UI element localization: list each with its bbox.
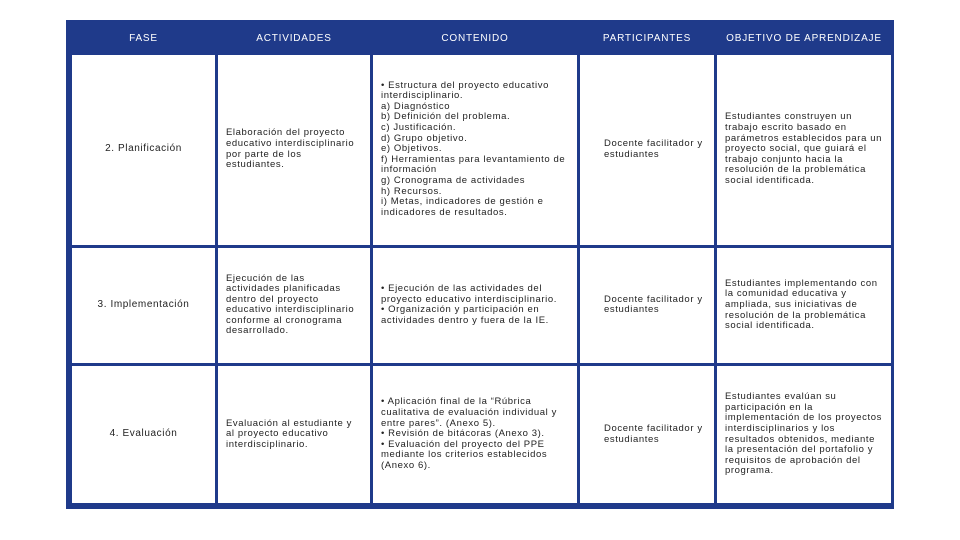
table-row (72, 366, 891, 503)
content-line: e) Objetivos. (381, 143, 443, 155)
activities-cell: Elaboración del proyecto educativo interdisciplinario por parte de los estudiantes. (218, 55, 370, 245)
participants-cell: Docente facilitador y estudiantes (580, 55, 714, 245)
content-line: a) Diagnóstico (381, 100, 451, 112)
table-row (72, 55, 891, 245)
content-line: • Revisión de bitácoras (Anexo 3). (381, 428, 545, 440)
content-line: g) Cronograma de actividades (381, 175, 526, 187)
header-phase: FASE (72, 26, 215, 52)
objective-cell: Estudiantes implementando con la comunidad educativa y ampliada, sus iniciativas de resolución de la problemática social identificada. (717, 248, 891, 363)
content-line: • Evaluación del proyecto del PPE mediante los criterios establecidos (Anexo 6). (381, 438, 548, 471)
phase-cell: 3. Implementación (72, 248, 215, 363)
header-participants: PARTICIPANTES (580, 26, 714, 52)
content-line: • Ejecución de las actividades del proyecto educativo interdisciplinario. (381, 283, 557, 305)
participants-cell: Docente facilitador y estudiantes (580, 248, 714, 363)
header-activities: ACTIVIDADES (218, 26, 370, 52)
learning-phases-table (69, 23, 894, 506)
phase-cell: 2. Planificación (72, 55, 215, 245)
learning-phases-table-frame (66, 20, 894, 509)
content-line: b) Definición del problema. (381, 111, 511, 123)
objective-cell: Estudiantes construyen un trabajo escrito basado en parámetros establecidos para un proyecto social, que guiará el trabajo conjunto hacia la resolución de la problemática social identificada. (717, 55, 891, 245)
activities-cell: Evaluación al estudiante y al proyecto educativo interdisciplinario. (218, 366, 370, 503)
objective-cell: Estudiantes evalúan su participación en la implementación de los proyectos interdisciplinarios y los resultados obtenidos, mediante la presentación del portafolio y requisitos de aprobación del programa. (717, 366, 891, 503)
content-line: h) Recursos. (381, 185, 443, 197)
content-line: d) Grupo objetivo. (381, 132, 468, 144)
content-line: f) Herramientas para levantamiento de información (381, 153, 566, 176)
content-line: i) Metas, indicadores de gestión e indicadores de resultados. (381, 196, 544, 218)
content-line: • Estructura del proyecto educativo interdisciplinario. (381, 79, 549, 102)
content-cell (373, 55, 577, 245)
content-cell (373, 248, 577, 363)
table-row (72, 248, 891, 363)
table-header-row (72, 26, 891, 52)
participants-cell: Docente facilitador y estudiantes (580, 366, 714, 503)
activities-cell: Ejecución de las actividades planificadas dentro del proyecto educativo interdisciplinario conforme al cronograma desarrollado. (218, 248, 370, 363)
phase-cell: 4. Evaluación (72, 366, 215, 503)
content-cell (373, 366, 577, 503)
header-objective: OBJETIVO DE APRENDIZAJE (717, 26, 891, 52)
content-line: • Organización y participación en actividades dentro y fuera de la IE. (381, 304, 549, 326)
content-line: • Aplicación final de la “Rúbrica cualitativa de evaluación individual y entre pares”. (Anexo 5). (381, 396, 557, 429)
content-line: c) Justificación. (381, 122, 457, 134)
header-content: CONTENIDO (373, 26, 577, 52)
